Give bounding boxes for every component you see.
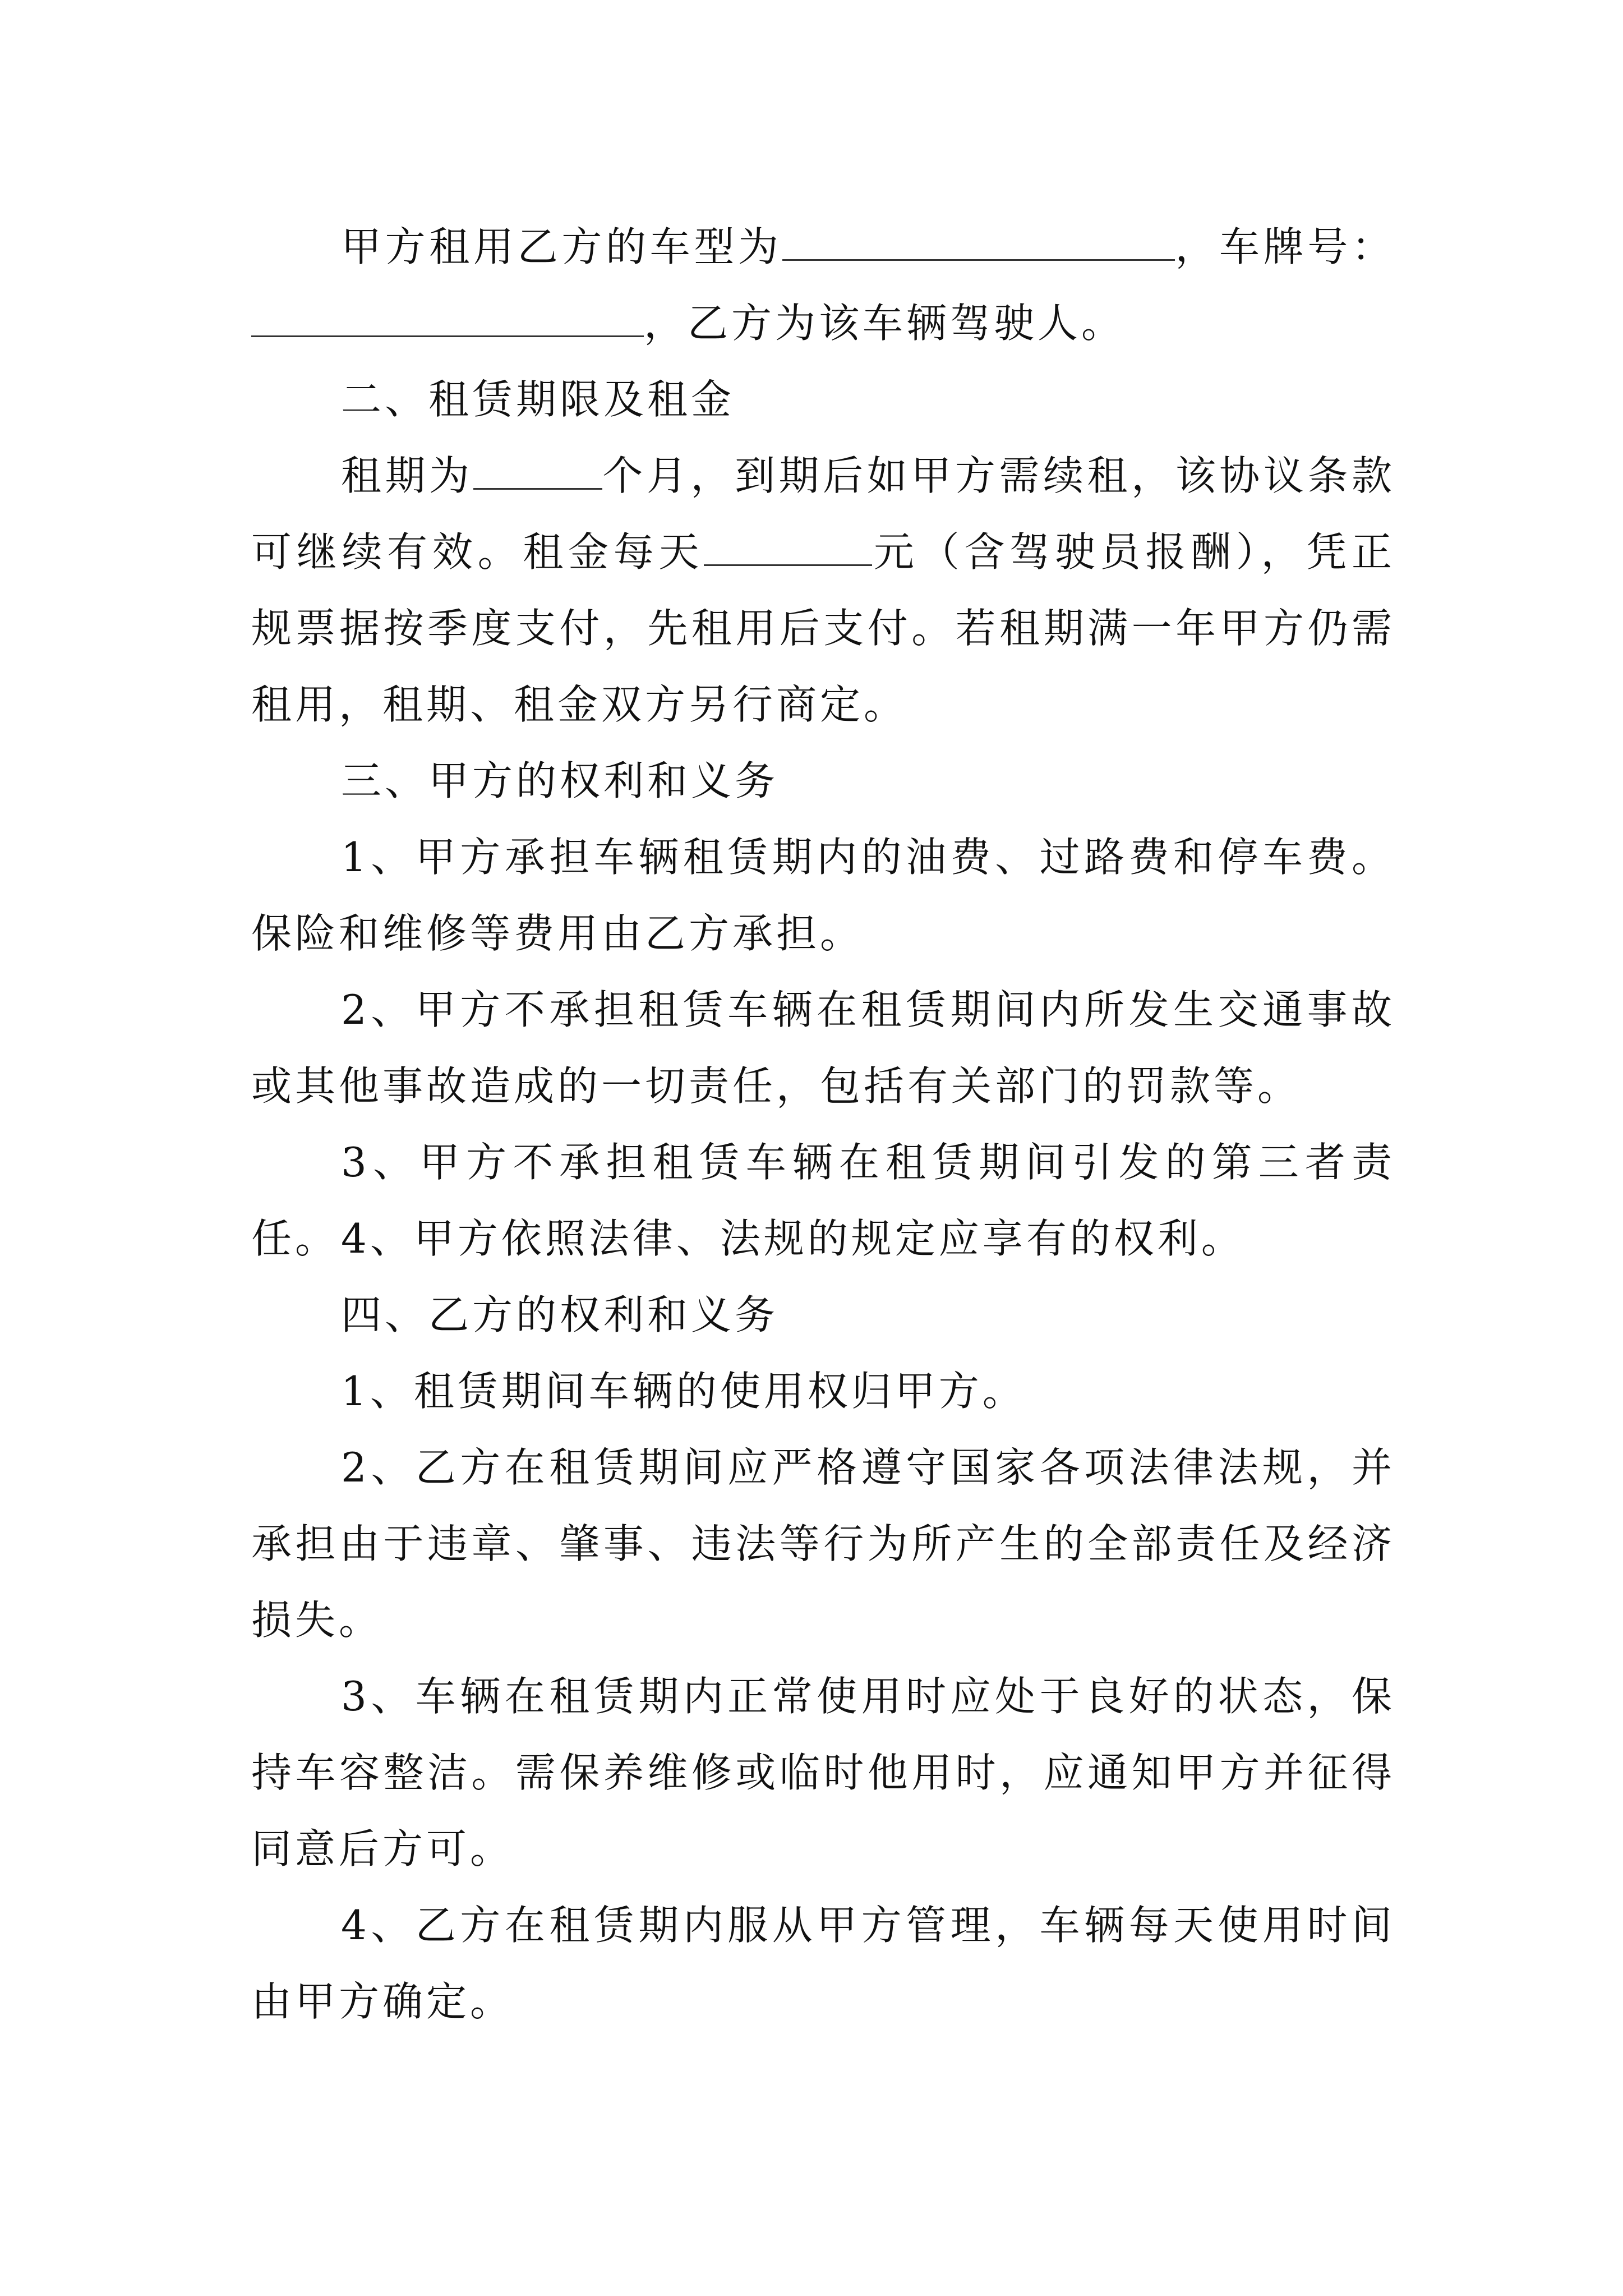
paragraph-vehicle-info [251, 209, 1395, 361]
section-heading-party-b: 四、乙方的权利和义务 [341, 1291, 779, 1338]
section-heading-lease-term: 二、租赁期限及租金 [341, 376, 735, 423]
paragraph-lease-term [251, 438, 1395, 743]
section-heading-party-a: 三、甲方的权利和义务 [341, 757, 779, 804]
plate-number-blank[interactable] [251, 300, 644, 337]
driver-statement: ，乙方为该车辆驾驶人。 [644, 300, 1126, 347]
vehicle-model-label: 甲方租用乙方的车型为 [341, 223, 782, 270]
payment-terms: 元（含驾驶员报酬），凭正规票据按季度支付，先租用后支付。若租期满一年甲方仍需租用，租期、租金双方另行商定。 [251, 528, 1395, 728]
clause-a-1: 1、甲方承担车辆租赁期内的油费、过路费和停车费。保险和维修等费用由乙方承担。 [251, 834, 1395, 957]
plate-number-label: ，车牌号： [1174, 223, 1395, 270]
clause-b-1: 1、租赁期间车辆的使用权归甲方。 [341, 1368, 1026, 1415]
clause-b-3: 3、车辆在租赁期内正常使用时应处于良好的状态，保持车容整洁。需保养维修或临时他用时，应通知甲方并征得同意后方可。 [251, 1673, 1395, 1872]
lease-months-blank[interactable] [473, 452, 602, 490]
clause-a-2: 2、甲方不承担租赁车辆在租赁期间内所发生交通事故或其他事故造成的一切责任，包括有关部门的罚款等。 [251, 986, 1395, 1110]
daily-rent-label: 个月，到期后如甲方需续租，该协议条款可继续有效。租金每天 [251, 452, 1395, 576]
clause-a-4: 4、甲方依照法律、法规的规定应享有的权利。 [341, 1215, 1245, 1262]
clause-a-3: 3、甲方不承担租赁车辆在租赁期间引发的第三者责任。 [251, 1139, 1395, 1262]
daily-rent-blank[interactable] [704, 528, 872, 566]
vehicle-model-blank[interactable] [782, 223, 1175, 261]
lease-term-label: 租期为 [341, 452, 473, 499]
clause-b-4: 4、乙方在租赁期内服从甲方管理，车辆每天使用时间由甲方确定。 [251, 1902, 1395, 2025]
clause-b-2: 2、乙方在租赁期间应严格遵守国家各项法律法规，并承担由于违章、肇事、违法等行为所产生的全部责任及经济损失。 [251, 1444, 1395, 1644]
